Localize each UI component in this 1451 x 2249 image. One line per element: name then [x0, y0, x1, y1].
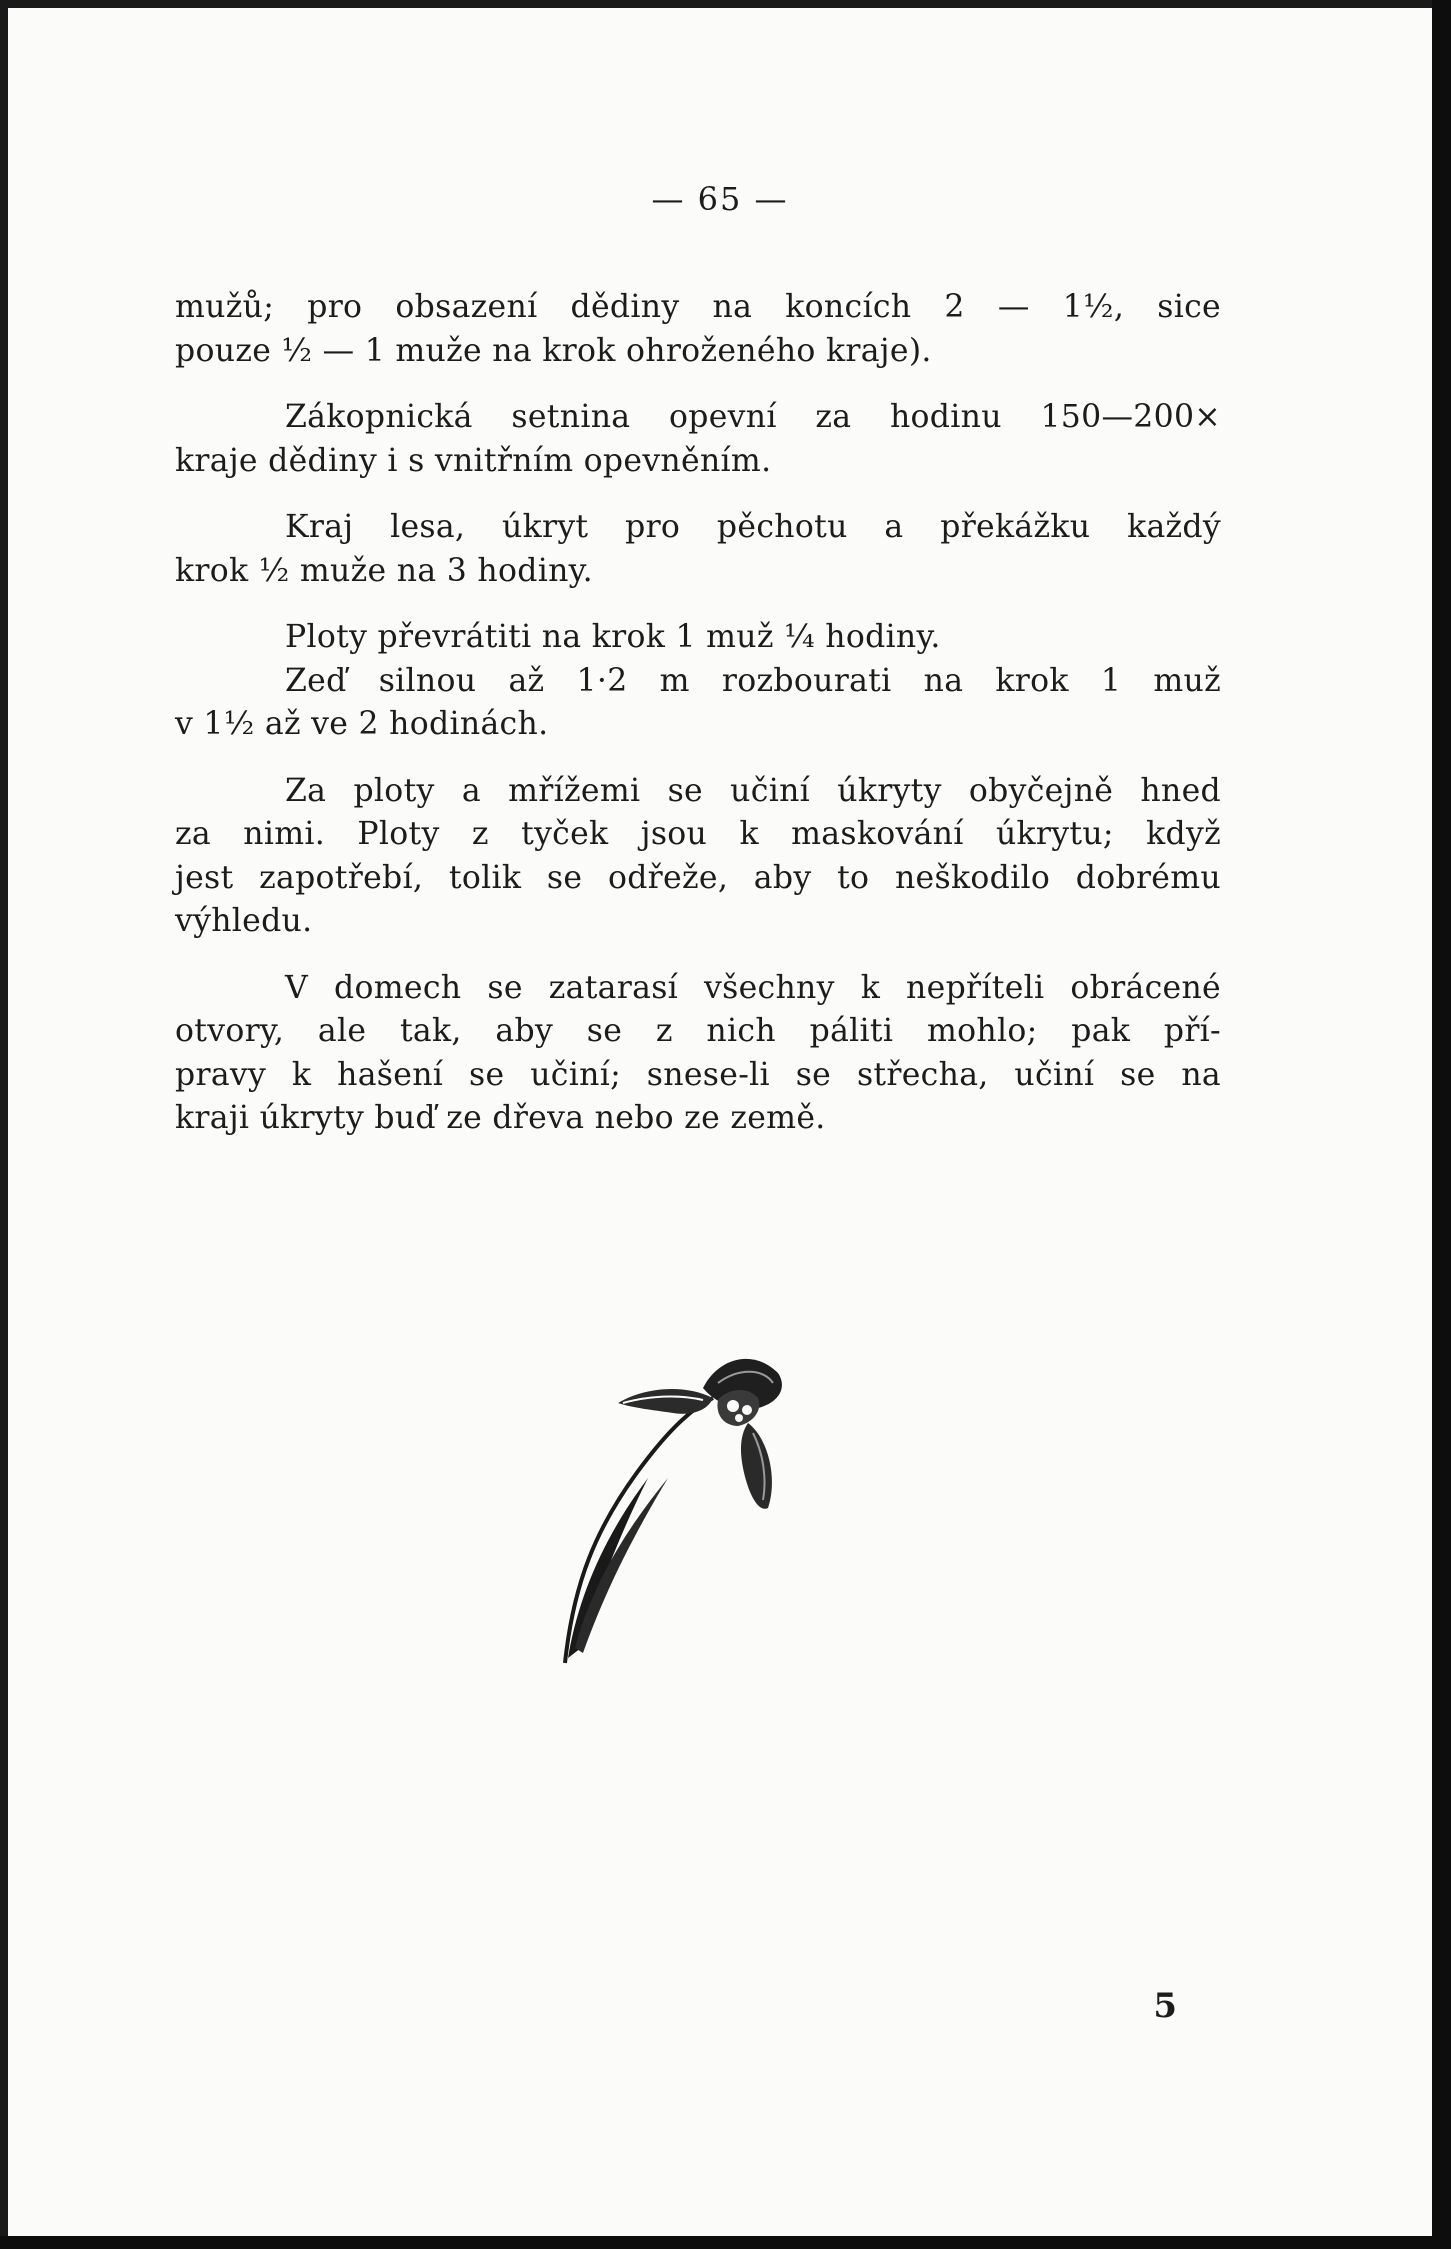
text-line: krok ½ muže na 3 hodiny.: [175, 552, 593, 589]
snowdrop-flower-icon: [553, 1328, 813, 1668]
text-line: Zákopnická setnina opevní za hodinu 150—200×: [285, 399, 1221, 435]
text-line: kraje dědiny i s vnitřním opevněním.: [175, 442, 772, 479]
scan-edge-right: [1432, 0, 1451, 2249]
book-page: [8, 8, 1432, 2236]
paragraph: [175, 770, 1221, 944]
text-line: mužů; pro obsazení dědiny na koncích 2 — 1½, sice: [175, 289, 1221, 325]
text-line: Kraj lesa, úkryt pro pěchotu a překážku každý: [285, 509, 1221, 545]
text-line: pouze ½ — 1 muže na krok ohroženého kraje).: [175, 332, 932, 369]
scan-edge-bottom: [0, 2236, 1451, 2249]
text-line: za nimi. Ploty z tyček jsou k maskování úkrytu; když: [175, 816, 1221, 852]
text-line: V domech se zatarasí všechny k nepříteli obrácené: [285, 969, 1221, 1006]
paragraph: [175, 506, 1221, 593]
paragraph: [175, 616, 1221, 660]
paragraph: [175, 660, 1221, 747]
text-line: pravy k hašení se učiní; snese-li se střecha, učiní se na: [175, 1056, 1221, 1093]
text-line: v 1½ až ve 2 hodinách.: [175, 706, 549, 742]
text-line: otvory, ale tak, aby se z nich páliti mohlo; pak pří-: [175, 1013, 1221, 1049]
paragraph: [175, 396, 1221, 483]
paragraph: [175, 286, 1221, 373]
paragraph: [175, 967, 1221, 1141]
text-line: Za ploty a mřížemi se učiní úkryty obyčejně hned: [285, 772, 1221, 809]
text-line: výhledu.: [175, 903, 313, 939]
text-line: Zeď silnou až 1·2 m rozbourati na krok 1 muž: [285, 662, 1221, 699]
body-text: [175, 286, 1221, 1164]
text-line: jest zapotřebí, tolik se odřeže, aby to neškodilo dobrému: [175, 859, 1221, 896]
text-line: kraji úkryty buď ze dřeva nebo ze země.: [175, 1100, 826, 1136]
signature-number: 5: [1153, 1986, 1177, 2026]
text-line: Ploty převrátiti na krok 1 muž ¼ hodiny.: [285, 619, 941, 655]
page-header: — 65 —: [651, 180, 789, 218]
